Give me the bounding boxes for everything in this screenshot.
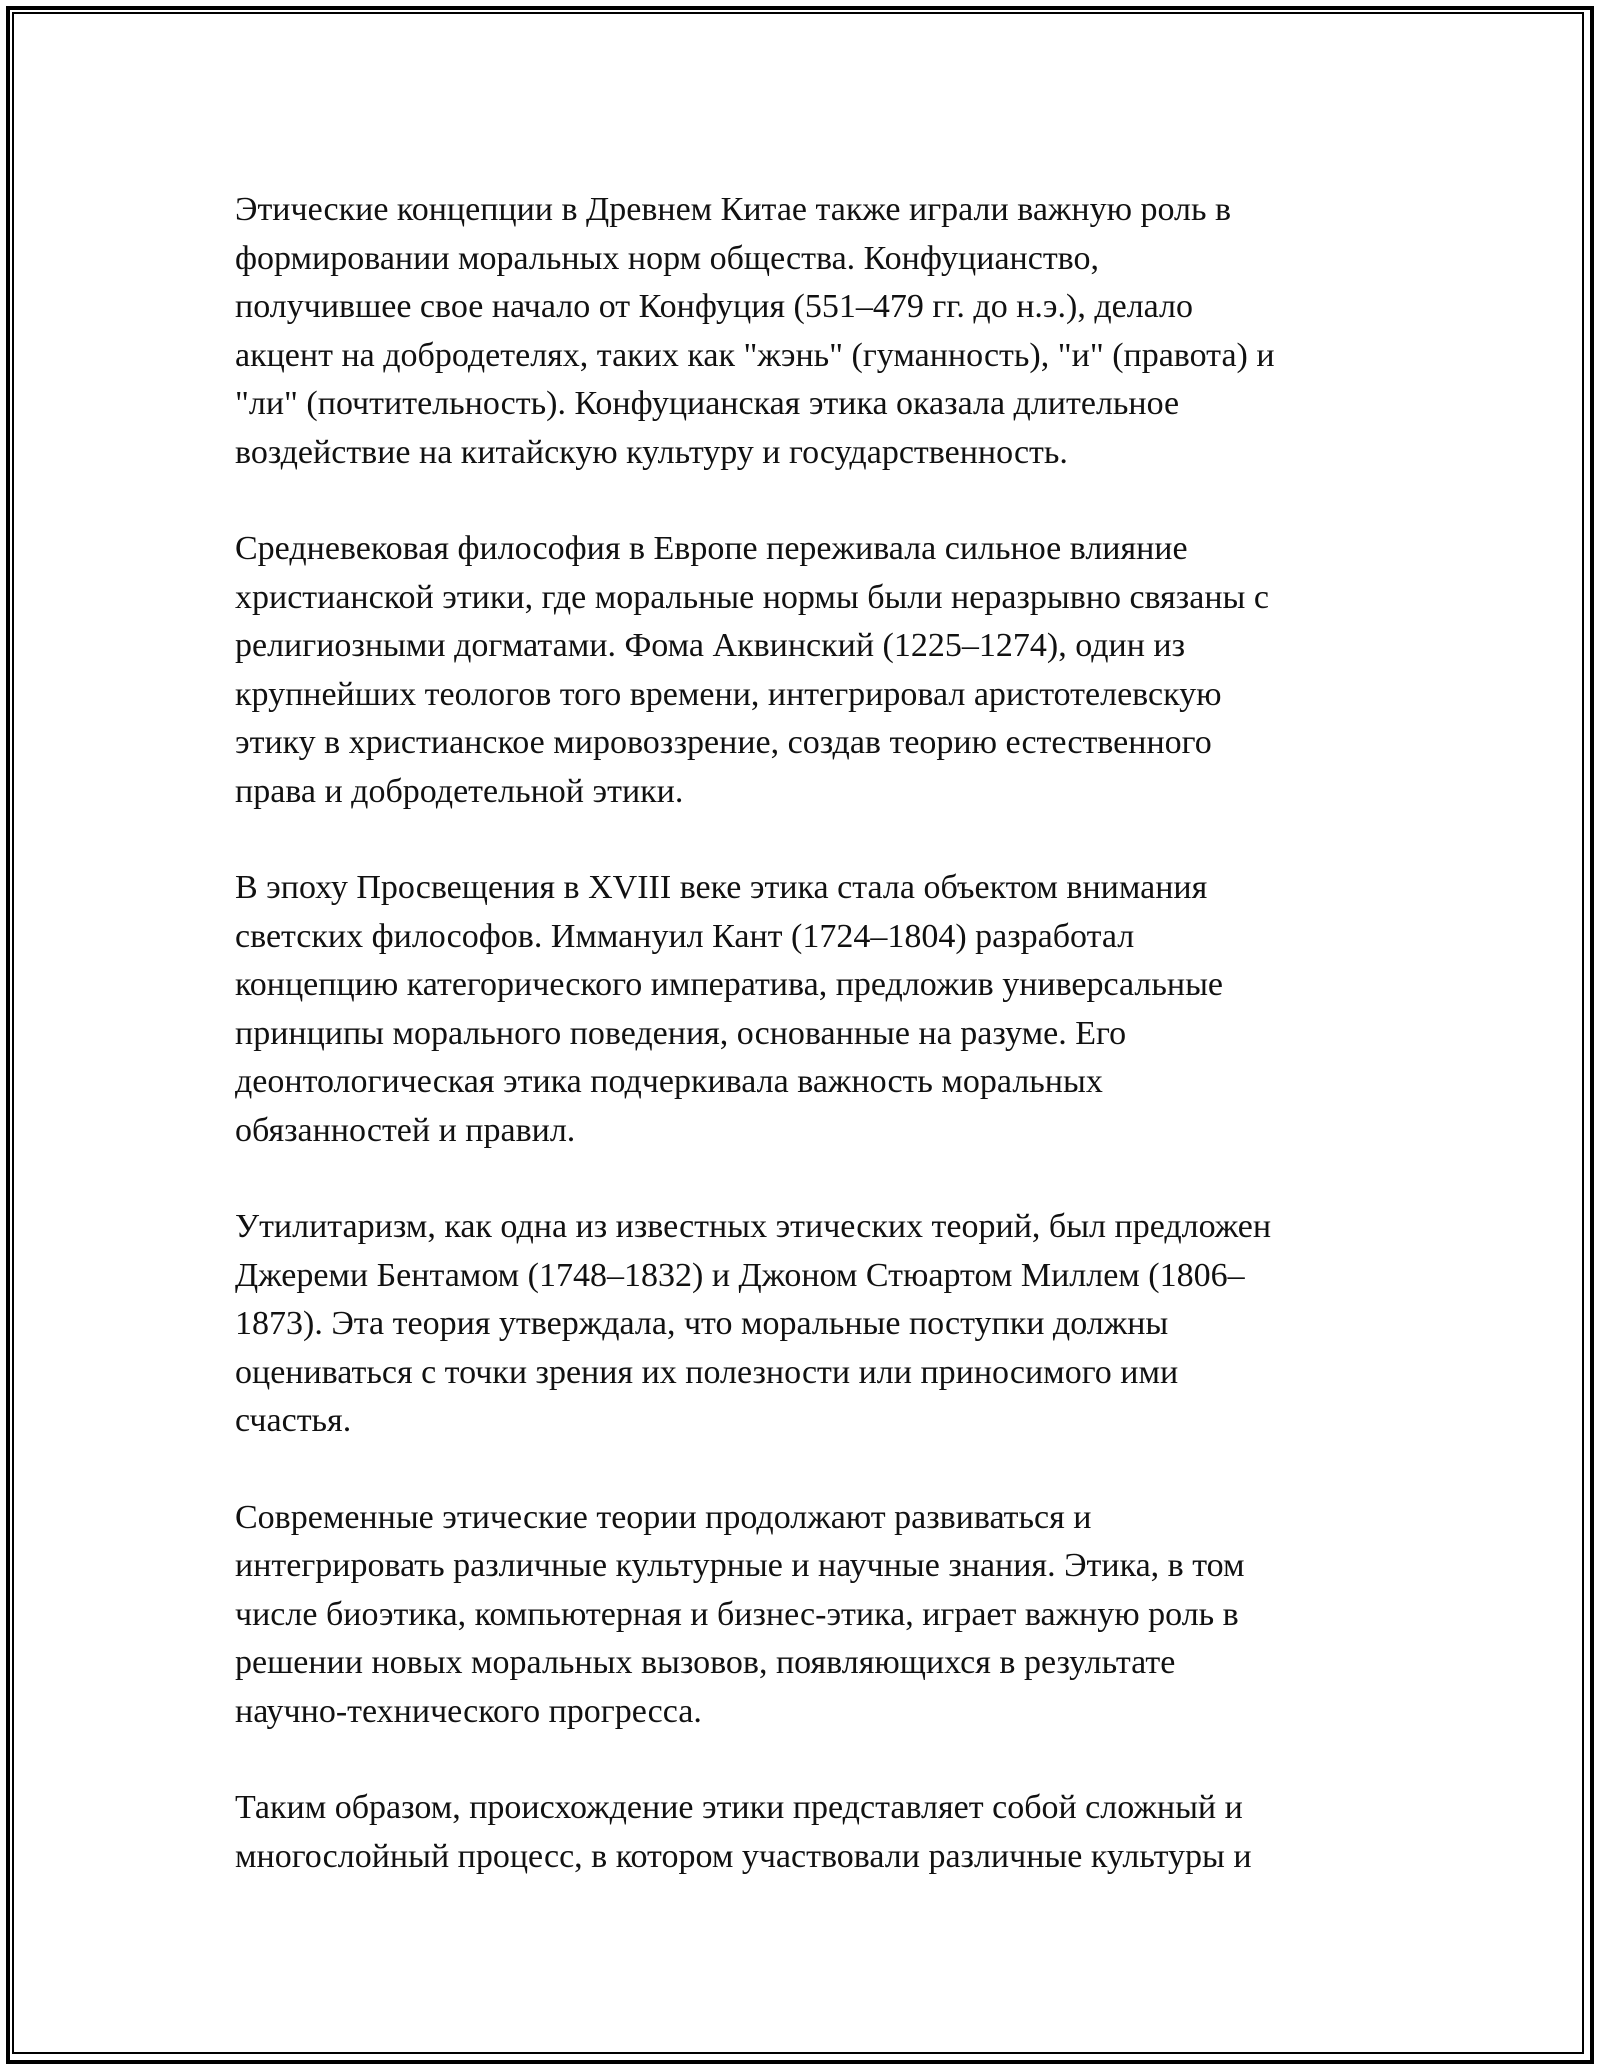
text-line: светских философов. Иммануил Кант (1724–1804) разработал xyxy=(235,917,1135,955)
paragraph xyxy=(235,186,1365,477)
text-line: научно-технического прогресса. xyxy=(235,1692,702,1730)
paragraph xyxy=(235,1203,1365,1446)
text-line: этику в христианское мировоззрение, создав теорию естественного xyxy=(235,724,1212,761)
text-line: Средневековая философия в Европе переживала сильное влияние xyxy=(235,530,1188,567)
paragraph xyxy=(235,525,1365,816)
text-line: В эпоху Просвещения в XVIII веке этика стала объектом внимания xyxy=(235,869,1208,906)
text-line: интегрировать различные культурные и научные знания. Этика, в том xyxy=(235,1547,1245,1584)
text-line: деонтологическая этика подчеркивала важность моральных xyxy=(235,1063,1103,1100)
text-line: формировании моральных норм общества. Конфуцианство, xyxy=(235,239,1099,277)
paragraph xyxy=(235,1784,1365,1881)
text-line: акцент на добродетелях, таких как "жэнь" (гуманность), "и" (правота) и xyxy=(235,336,1275,374)
text-line: Современные этические теории продолжают развиваться и xyxy=(235,1498,1092,1536)
paragraph xyxy=(235,864,1365,1155)
text-line: концепцию категорического императива, предложив универсальные xyxy=(235,966,1224,1003)
text-line: многослойный процесс, в котором участвовали различные культуры и xyxy=(235,1837,1252,1875)
text-line: права и добродетельной этики. xyxy=(235,772,684,810)
text-line: Утилитаризм, как одна из известных этических теорий, был предложен xyxy=(235,1208,1272,1245)
text-line: принципы морального поведения, основанные на разуме. Его xyxy=(235,1014,1127,1052)
text-line: христианской этики, где моральные нормы были неразрывно связаны с xyxy=(235,578,1269,616)
paragraph xyxy=(235,1494,1365,1737)
text-line: числе биоэтика, компьютерная и бизнес-этика, играет важную роль в xyxy=(235,1595,1239,1633)
text-line: 1873). Эта теория утверждала, что моральные поступки должны xyxy=(235,1305,1169,1342)
text-line: решении новых моральных вызовов, появляющихся в результате xyxy=(235,1644,1176,1681)
text-line: воздействие на китайскую культуру и государственность. xyxy=(235,433,1068,471)
text-line: оцениваться с точки зрения их полезности или приносимого ими xyxy=(235,1353,1179,1391)
text-line: обязанностей и правил. xyxy=(235,1111,576,1149)
text-line: Джереми Бентамом (1748–1832) и Джоном Стюартом Миллем (1806– xyxy=(235,1256,1245,1294)
text-line: Таким образом, происхождение этики представляет собой сложный и xyxy=(235,1789,1243,1826)
document-body xyxy=(235,186,1365,1929)
text-line: крупнейших теологов того времени, интегрировал аристотелевскую xyxy=(235,675,1222,713)
text-line: счастья. xyxy=(235,1402,352,1439)
text-line: "ли" (почтительность). Конфуцианская этика оказала длительное xyxy=(235,385,1180,422)
text-line: религиозными догматами. Фома Аквинский (1225–1274), один из xyxy=(235,627,1186,664)
text-line: Этические концепции в Древнем Китае также играли важную роль в xyxy=(235,191,1232,228)
text-line: получившее свое начало от Конфуция (551–479 гг. до н.э.), делало xyxy=(235,288,1194,325)
